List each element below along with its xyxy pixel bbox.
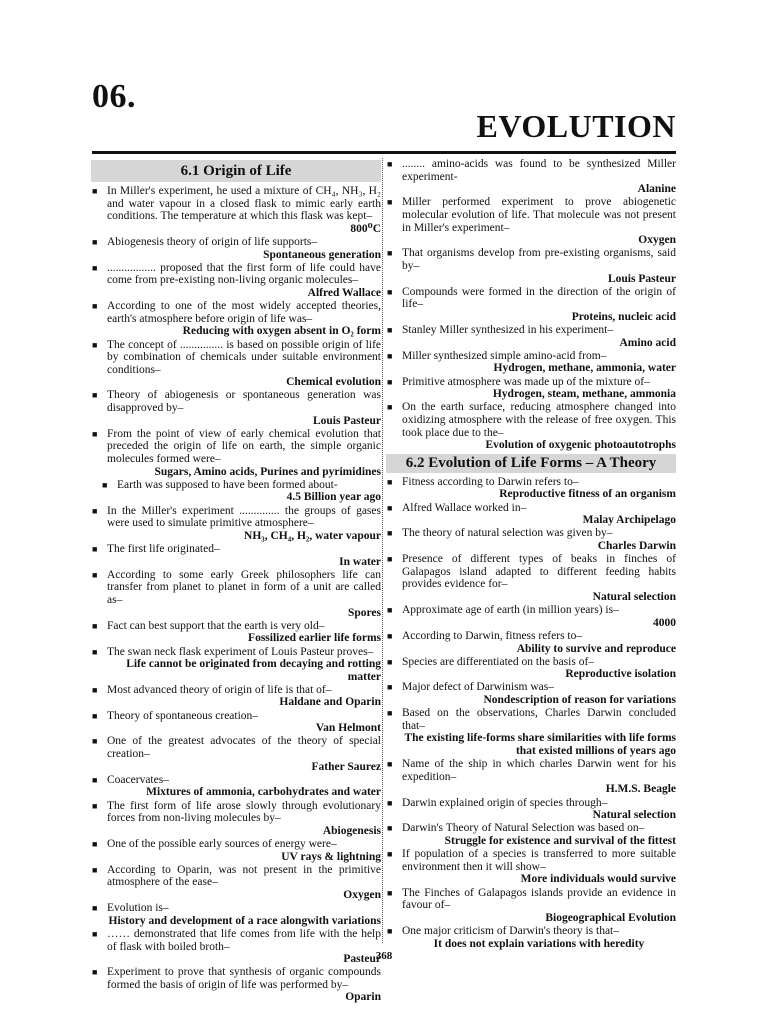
question-item bbox=[91, 479, 381, 504]
answer-text: Life cannot be originated from decaying and rotting matter bbox=[126, 658, 381, 683]
answer-text: H.M.S. Beagle bbox=[605, 783, 676, 796]
question-text: Fact can best support that the earth is very old– bbox=[107, 619, 325, 632]
question-item bbox=[386, 286, 676, 324]
question-text: The concept of ............... is based on possible origin of life by combination of chemicals under suitable environment conditions– bbox=[107, 338, 381, 376]
chapter-title: EVOLUTION bbox=[476, 108, 676, 144]
answer-text: Malay Archipelago bbox=[582, 514, 676, 527]
question-item bbox=[386, 630, 676, 655]
question-item bbox=[91, 800, 381, 838]
answer-text: Oparin bbox=[345, 991, 381, 1004]
answer-text: 4000 bbox=[653, 616, 676, 629]
question-text: From the point of view of early chemical evolution that preceded the origin of life on earth, the simple organic molecules formed were– bbox=[107, 427, 381, 466]
answer-text: Ability to survive and reproduce bbox=[516, 642, 676, 655]
question-text: Based on the observations, Charles Darwin concluded that– bbox=[402, 707, 676, 732]
answer-text: More individuals would survive bbox=[520, 873, 676, 886]
answer-text: Haldane and Oparin bbox=[279, 696, 381, 709]
question-item bbox=[386, 527, 676, 552]
answer-text: Oxygen bbox=[343, 888, 381, 901]
question-item bbox=[386, 376, 676, 401]
answer-text: Biogeographical Evolution bbox=[545, 911, 676, 924]
question-list bbox=[386, 158, 676, 452]
question-item bbox=[91, 966, 381, 1004]
question-item bbox=[91, 428, 381, 478]
question-text: Presence of different types of beaks in finches of Galapagos island adapted to different feeding habits provides evidence for– bbox=[402, 553, 676, 591]
question-item bbox=[91, 774, 381, 799]
question-item bbox=[91, 735, 381, 773]
question-text: That organisms develop from pre-existing organisms, said by– bbox=[402, 247, 676, 272]
answer-text: Mixtures of ammonia, carbohydrates and water bbox=[146, 786, 381, 799]
question-item bbox=[386, 848, 676, 886]
question-text: Alfred Wallace worked in– bbox=[402, 501, 527, 514]
right-column bbox=[386, 158, 676, 951]
section-heading-origin-of-life: 6.1 Origin of Life bbox=[91, 160, 381, 182]
answer-text: Alfred Wallace bbox=[307, 286, 381, 299]
question-item bbox=[386, 797, 676, 822]
answer-text: Amino acid bbox=[619, 336, 676, 349]
question-text: Primitive atmosphere was made up of the mixture of– bbox=[402, 375, 650, 388]
answer-text: The existing life-forms share similarities with life forms that existed millions of years ago bbox=[404, 732, 676, 758]
question-text: One of the possible early sources of energy were– bbox=[107, 837, 337, 850]
question-list bbox=[91, 185, 381, 1004]
question-text: Darwin explained origin of species through– bbox=[402, 796, 608, 809]
question-text: According to Darwin, fitness refers to– bbox=[402, 629, 583, 642]
question-text: Stanley Miller synthesized in his experiment– bbox=[402, 324, 614, 337]
question-text: Coacervates– bbox=[107, 773, 169, 786]
question-text: …… demonstrated that life comes from life with the help of flask with boiled broth– bbox=[107, 927, 381, 953]
question-text: One of the greatest advocates of the theory of special creation– bbox=[107, 735, 381, 761]
question-item bbox=[386, 476, 676, 501]
question-item bbox=[91, 339, 381, 389]
question-text: Theory of abiogenesis or spontaneous generation was disapproved by– bbox=[107, 389, 381, 415]
question-item bbox=[386, 324, 676, 349]
answer-text: Louis Pasteur bbox=[607, 272, 676, 285]
answer-text: It does not explain variations with heredity bbox=[433, 937, 645, 950]
question-text: Approximate age of earth (in million years) is– bbox=[402, 604, 619, 617]
answer-text: 4.5 Billion year ago bbox=[286, 491, 381, 504]
question-item bbox=[386, 553, 676, 603]
question-item bbox=[386, 604, 676, 629]
question-text: Major defect of Darwinism was– bbox=[402, 681, 555, 694]
question-item bbox=[91, 710, 381, 735]
question-text: If population of a species is transferred to more suitable environment then it will show– bbox=[402, 848, 676, 873]
question-text: Miller performed experiment to prove abiogenetic molecular evolution of life. That molecule was not present in Miller's experiment– bbox=[402, 196, 676, 234]
question-item bbox=[386, 502, 676, 527]
question-text: Species are differentiated on the basis of– bbox=[402, 655, 595, 668]
question-item bbox=[91, 389, 381, 427]
answer-text: Spontaneous generation bbox=[263, 248, 381, 261]
answer-text: Proteins, nucleic acid bbox=[571, 310, 676, 323]
question-text: Theory of spontaneous creation– bbox=[107, 709, 259, 722]
question-text: ................. proposed that the first form of life could have come from pre-existing non-living organic molecules– bbox=[107, 261, 381, 287]
question-text: Earth was supposed to have been formed about- bbox=[117, 478, 338, 491]
question-item bbox=[386, 887, 676, 925]
question-item bbox=[91, 864, 381, 902]
question-text: In the Miller's experiment .............. the groups of gases were used to simulate primitive atmosphere– bbox=[107, 504, 381, 530]
question-text: The swan neck flask experiment of Louis Pasteur proves– bbox=[107, 645, 374, 658]
question-item bbox=[91, 646, 381, 684]
question-text: The first form of life arose slowly through evolutionary forces from non-living molecules by– bbox=[107, 799, 381, 825]
question-text: According to Oparin, was not present in the primitive atmosphere of the ease– bbox=[107, 863, 381, 889]
answer-text: Alanine bbox=[637, 183, 676, 196]
question-text: Evolution is– bbox=[107, 902, 169, 915]
answer-text: Sugars, Amino acids, Purines and pyrimidines bbox=[154, 465, 381, 478]
question-item bbox=[91, 236, 381, 261]
chapter-number: 06. bbox=[92, 78, 136, 115]
question-text: Miller synthesized simple amino-acid from– bbox=[402, 349, 607, 362]
answer-text: UV rays & lightning bbox=[281, 850, 381, 863]
title-rule bbox=[92, 151, 676, 154]
question-item bbox=[91, 543, 381, 568]
question-text: The theory of natural selection was given by– bbox=[402, 527, 613, 540]
question-text: Name of the ship in which charles Darwin went for his expedition– bbox=[402, 758, 676, 783]
question-item bbox=[91, 684, 381, 709]
page-number: 368 bbox=[375, 950, 393, 962]
question-item bbox=[386, 822, 676, 847]
question-text: Fitness according to Darwin refers to– bbox=[402, 475, 579, 488]
left-column bbox=[91, 158, 381, 1005]
question-text: On the earth surface, reducing atmosphere changed into oxidizing atmosphere with the release of free oxygen. This took place due to the– bbox=[402, 401, 676, 439]
answer-text: Reproductive isolation bbox=[565, 668, 676, 681]
question-item bbox=[91, 902, 381, 927]
question-item bbox=[91, 185, 381, 235]
answer-text: Oxygen bbox=[638, 234, 676, 247]
answer-text: Struggle for existence and survival of the fittest bbox=[444, 834, 676, 847]
question-item bbox=[91, 569, 381, 619]
answer-text: 800⁰C bbox=[350, 222, 381, 235]
question-text: In Miller's experiment, he used a mixture of CH₄, NH₃, H₂ and water vapour in a closed flask to mimic early earth conditions. The temperature at which this flask was kept– bbox=[107, 185, 381, 223]
answer-text: NH₃, CH₄, H₂, water vapour bbox=[244, 529, 381, 542]
answer-text: Louis Pasteur bbox=[312, 414, 381, 427]
answer-text: Spores bbox=[347, 606, 381, 619]
question-item bbox=[91, 838, 381, 863]
answer-text: Father Saurez bbox=[311, 760, 381, 773]
question-item bbox=[386, 707, 676, 757]
answer-text: Fossilized earlier life forms bbox=[248, 632, 381, 645]
question-text: According to one of the most widely accepted theories, earth's atmosphere before origin of life was– bbox=[107, 300, 381, 325]
answer-text: Van Helmont bbox=[315, 722, 381, 735]
question-item bbox=[91, 620, 381, 645]
question-text: ........ amino-acids was found to be synthesized Miller experiment- bbox=[402, 158, 676, 183]
question-text: The first life originated– bbox=[107, 542, 220, 555]
question-item bbox=[91, 505, 381, 543]
answer-text: History and development of a race alongwith variations bbox=[108, 914, 381, 927]
answer-text: Reducing with oxygen absent in O₂ form bbox=[182, 325, 381, 338]
question-item bbox=[386, 758, 676, 796]
answer-text: Chemical evolution bbox=[286, 376, 381, 389]
question-text: Compounds were formed in the direction of the origin of life– bbox=[402, 285, 676, 311]
question-list bbox=[386, 476, 676, 950]
answer-text: Nondescription of reason for variations bbox=[483, 694, 676, 707]
question-text: The Finches of Galapagos islands provide an evidence in favour of– bbox=[402, 886, 676, 912]
question-item bbox=[386, 925, 676, 950]
question-item bbox=[91, 300, 381, 338]
question-item bbox=[386, 401, 676, 451]
question-item bbox=[386, 158, 676, 196]
question-text: Abiogenesis theory of origin of life supports– bbox=[107, 235, 318, 248]
answer-text: Pasteur bbox=[343, 953, 381, 966]
question-text: Darwin's Theory of Natural Selection was based on– bbox=[402, 822, 645, 835]
question-text: Experiment to prove that synthesis of organic compounds formed the basis of origin of life was performed by– bbox=[107, 966, 381, 991]
section-heading-evolution-of-life-forms: 6.2 Evolution of Life Forms – A Theory bbox=[386, 454, 676, 473]
answer-text: Reproductive fitness of an organism bbox=[499, 488, 676, 501]
question-item bbox=[386, 247, 676, 285]
answer-text: Abiogenesis bbox=[322, 824, 381, 837]
question-item bbox=[386, 196, 676, 246]
answer-text: Natural selection bbox=[592, 590, 676, 603]
answer-text: Hydrogen, steam, methane, ammonia bbox=[492, 388, 676, 401]
answer-text: Natural selection bbox=[592, 809, 676, 822]
question-item bbox=[386, 681, 676, 706]
answer-text: In water bbox=[339, 555, 381, 568]
question-text: Most advanced theory of origin of life is that of– bbox=[107, 683, 332, 696]
column-divider bbox=[382, 158, 383, 943]
question-text: One major criticism of Darwin's theory is that– bbox=[402, 924, 620, 937]
question-item bbox=[386, 350, 676, 375]
answer-text: Hydrogen, methane, ammonia, water bbox=[493, 362, 676, 375]
question-text: According to some early Greek philosophers life can transfer from planet to planet in form of a unit are called as– bbox=[107, 568, 381, 606]
question-item bbox=[386, 656, 676, 681]
answer-text: Charles Darwin bbox=[597, 539, 676, 552]
question-item bbox=[91, 262, 381, 300]
answer-text: Evolution of oxygenic photoautotrophs bbox=[485, 439, 676, 452]
